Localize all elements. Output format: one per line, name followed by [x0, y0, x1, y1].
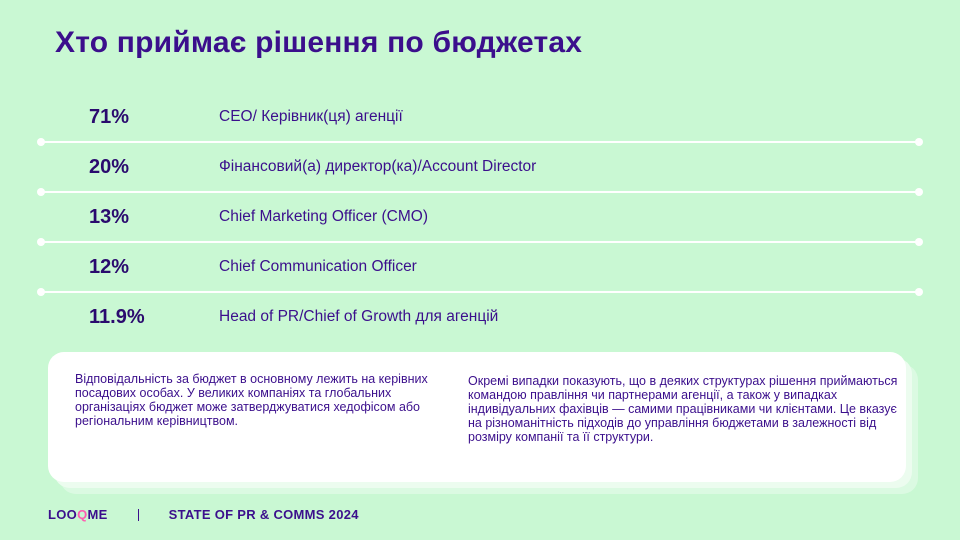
logo-prefix: LOO	[48, 507, 78, 522]
list-item	[40, 92, 920, 142]
footer-divider	[138, 509, 139, 521]
percent-value: 20%	[89, 155, 130, 178]
percent-value: 12%	[89, 255, 130, 278]
looqme-logo	[48, 507, 108, 522]
note-left-text: Відповідальність за бюджет в основному лежить на керівних посадових особах. У великих компаніях та глобальних організаціях бюджет може затверджуватися хедофісом або регіональним керівництвом.	[75, 372, 428, 428]
role-label: Chief Marketing Officer (CMO)	[219, 208, 429, 225]
budget-decision-makers-list	[40, 92, 920, 342]
role-label: Chief Communication Officer	[219, 258, 417, 275]
note-right-text: Окремі випадки показують, що в деяких структурах рішення приймаються командою правління чи партнерами агенції, а також у випадках індивідуальних фахівців — самими працівниками чи клієнтами. Це вказує на різноманітність підходів до управління бюджетами в залежності від розміру компанії та її структури.	[468, 374, 898, 444]
page-title: Хто приймає рішення по бюджетах	[55, 26, 583, 59]
note-card-stack	[48, 352, 906, 482]
percent-value: 11.9%	[89, 305, 145, 328]
logo-suffix: ME	[87, 507, 108, 522]
percent-value: 71%	[89, 105, 130, 128]
list-item	[40, 192, 920, 242]
list-item	[40, 242, 920, 292]
list-item	[40, 292, 920, 342]
role-label: Head of PR/Chief of Growth для агенцій	[219, 308, 499, 325]
footer	[48, 507, 359, 522]
note-card	[48, 352, 906, 482]
report-title: STATE OF PR & COMMS 2024	[168, 507, 359, 522]
percent-value: 13%	[89, 205, 130, 228]
list-item	[40, 142, 920, 192]
role-label: CEO/ Керівник(ця) агенції	[219, 108, 403, 125]
role-label: Фінансовий(а) директор(ка)/Account Director	[219, 158, 537, 175]
logo-accent: Q	[77, 507, 88, 522]
